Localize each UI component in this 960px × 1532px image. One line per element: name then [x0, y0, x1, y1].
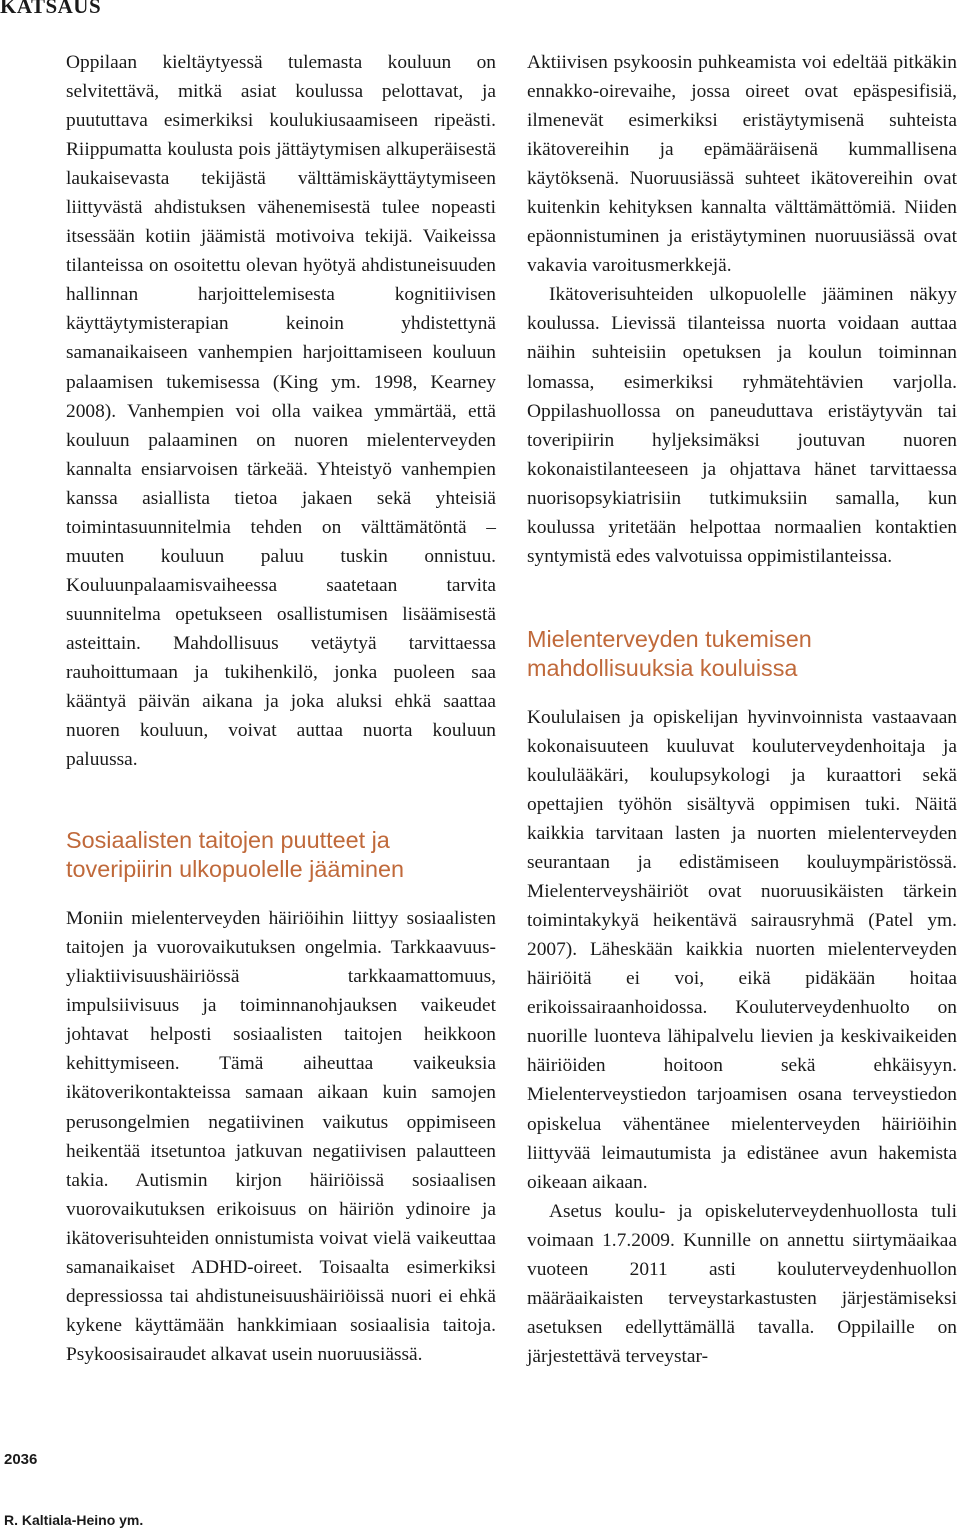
- body-paragraph: Koululaisen ja opiskelijan hyvinvoinnista vastaavaan kokonaisuuteen kuuluvat kouluterveydenhoitaja ja koululääkäri, koulupsykologi ja kuraattori sekä opettajien työhön sisältyvä oppimisen tuki. Näitä kaikkia tarvitaan lasten ja nuorten mielenterveyden seurantaan ja edistämiseen kouluympäristössä. Mielenterveyshäiriöt ovat nuoruusikäisten tärkein toimintakykyä heikentävä sairausryhmä (Patel ym. 2007). Läheskään kaikkia nuorten mielenterveyden häiriöitä ei voi, eikä pidäkään hoitaa erikoissairaanhoidossa. Kouluterveydenhuolto on nuorille luonteva lähipalvelu lievien ja keskivaikeiden häiriöiden hoitoon sekä ehkäisyyn. Mielenterveystiedon tarjoamisen osana terveystiedon opiskelua vähentänee mielenterveyden häiriöihin liittyvää leimautumista ja edistänee avun hakemista oikeaan aikaan.: [527, 706, 957, 1193]
- body-paragraph: Ikätoverisuhteiden ulkopuolelle jääminen näkyy koulussa. Lievissä tilanteissa nuorta voidaan auttaa näihin suhteisiin opetuksen ja koulun toiminnan lomassa, esimerkiksi ryhmätehtävien varjolla. Oppilashuollossa on paneuduttava eristäytyvän tai toveripiirin hyljeksimäksi joutuvan nuoren kokonaistilanteeseen ja ohjattava hänet tarvittaessa nuorisopsykiatrisiin tutkimuksiin samalla, kun koulussa yritetään helpottaa normaalien kontaktien syntymistä edes valvotuissa oppimistilanteissa.: [527, 284, 957, 567]
- section-heading: Sosiaalisten taitojen puutteet ja toveripiirin ulkopuolelle jääminen: [66, 827, 405, 883]
- page-number: 2036: [4, 1451, 38, 1468]
- right-column: [527, 48, 957, 1371]
- section-label: KATSAUS: [0, 0, 102, 18]
- body-paragraph: Moniin mielenterveyden häiriöihin liittyy sosiaalisten taitojen ja vuorovaikutuksen ongelmia. Tarkkaavuus-yliaktiivisuushäiriössä tarkkaamattomuus, impulsiivisuus ja toiminnanohjauksen vaikeudet johtavat helposti sosiaalisten taitojen heikkoon kehittymiseen. Tämä aiheuttaa vaikeuksia ikätoverikontakteissa samaan aikaan kuin samojen perusongelmien negatiivinen vaikutus oppimiseen heikentää itsetuntoa jatkuvan negatiivisen palautteen takia. Autismin kirjon häiriöissä sosiaalisen vuorovaikutuksen erikoisuus on häiriön ydinoire ja ikätoverisuhteiden onnistumista voivat vielä vaikeuttaa samanaikaiset ADHD-oireet. Toisaalta esimerkiksi depressiossa tai ahdistuneisuushäiriöissä nuori ei ehkä kykene käyttämään hankkimiaan sosiaalisia taitoja. Psykoosisairaudet alkavat usein nuoruusiässä.: [66, 908, 496, 1365]
- author-line: R. Kaltiala-Heino ym.: [4, 1512, 144, 1528]
- body-paragraph: Aktiivisen psykoosin puhkeamista voi edeltää pitkäkin ennakko-oirevaihe, jossa oireet ovat epäspesifisiä, ilmenevät esimerkiksi eristäytymisenä suhteista ikätovereihin ja epämääräisenä kummallisena käytöksenä. Nuoruusiässä suhteet ikätovereihin ovat kuitenkin kehityksen kannalta välttämättömiä. Niiden epäonnistuminen ja eristäytyminen nuoruusiässä ovat vakavia varoitusmerkkejä.: [527, 52, 957, 277]
- body-paragraph: Oppilaan kieltäytyessä tulemasta kouluun on selvitettävä, mitkä asiat koulussa pelottavat, ja puututtava esimerkiksi koulukiusaamiseen ripeästi. Riippumatta koulusta pois jättäytymisen alkuperäisestä laukaisevasta tekijästä välttämiskäyttäytymiseen liittyvästä ahdistuksen vähenemisestä tulee nopeasti itsessään kotiin jäämistä motivoiva tekijä. Vaikeissa tilanteissa on osoitettu olevan hyötyä ahdistuneisuuden hallinnan harjoittelemisesta kognitiivisen käyttäytymisterapian keinoin yhdistettynä samanaikaiseen vanhempien harjoittamiseen kouluun palaamisen tukemisessa (King ym. 1998, Kearney 2008). Vanhempien voi olla vaikea ymmärtää, että kouluun palaaminen on nuoren mielenterveyden kannalta ensiarvoisen tärkeää. Yhteistyö vanhempien kanssa asiallista tietoa jakaen sekä yhteisiä toimintasuunnitelmia tehden on välttämätöntä – muuten kouluun paluu tuskin onnistuu. Kouluunpalaamisvaiheessa saatetaan tarvita suunnitelma opetukseen osallistumisen lisäämisestä asteittain. Mahdollisuus vetäytyä tarvittaessa rauhoittumaan ja tukihenkilö, jonka puoleen saa kääntyä päivän aikana ja joka aluksi ehkä saattaa nuoren kouluun, voivat auttaa nuorta kouluun paluussa.: [66, 52, 496, 771]
- section-heading: Mielenterveyden tukemisen mahdollisuuksia kouluissa: [527, 625, 812, 681]
- left-column: [66, 48, 496, 1369]
- body-paragraph: Asetus koulu- ja opiskeluterveydenhuollosta tuli voimaan 1.7.2009. Kunnille on annettu siirtymäaikaa vuoteen 2011 asti kouluterveydenhuollon määräaikaisten terveystarkastusten järjestämiseksi asetuksen edellyttämällä tavalla. Oppilaille on järjestettävä terveystar-: [527, 1200, 957, 1367]
